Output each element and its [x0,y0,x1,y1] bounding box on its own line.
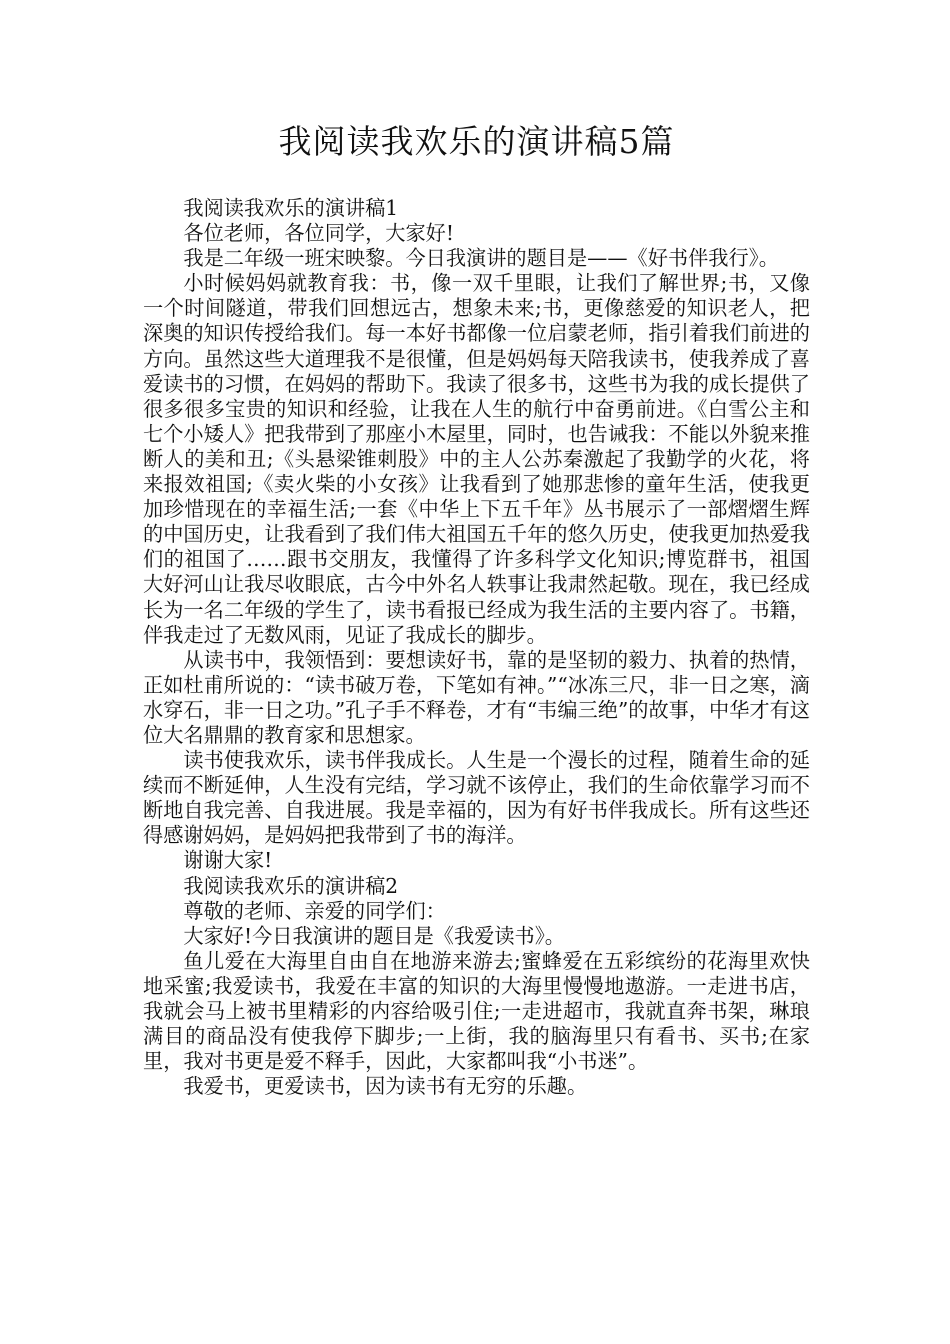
paragraph-growth: 读书使我欢乐，读书伴我成长。人生是一个漫长的过程，随着生命的延续而不断延伸，人生没有完结，学习就不该停止，我们的生命依靠学习而不断地自我完善、自我进展。我是幸福的，因为有好书伴我成长。所有这些还得感谢妈妈，是妈妈把我带到了书的海洋。 [143,748,810,848]
paragraph-greeting-1: 各位老师，各位同学，大家好! [183,221,454,246]
paragraph-joy: 我爱书，更爱读书，因为读书有无穷的乐趣。 [183,1074,588,1099]
paragraph-bookworm: 鱼儿爱在大海里自由自在地游来游去;蜜蜂爱在五彩缤纷的花海里欢快地采蜜;我爱读书，我爱在丰富的知识的大海里慢慢地遨游。一走进书店，我就会马上被书里精彩的内容给吸引住;一走进超市，我就直奔书架，琳琅满目的商品没有使我停下脚步;一上街，我的脑海里只有看书、买书;在家里，我对书更是爱不释手，因此，大家都叫我“小书迷”。 [143,948,810,1074]
document-body [143,196,810,1099]
paragraph-intro-2: 大家好!今日我演讲的题目是《我爱读书》。 [183,923,565,948]
paragraph-greeting-2: 尊敬的老师、亲爱的同学们： [183,898,446,923]
paragraph-intro-1: 我是二年级一班宋映黎。今日我演讲的题目是——《好书伴我行》。 [183,246,779,271]
paragraph-heading-2: 我阅读我欢乐的演讲稿2 [183,873,399,898]
paragraph-heading-1: 我阅读我欢乐的演讲稿1 [183,196,399,220]
paragraph-childhood: 小时候妈妈就教育我：书，像一双千里眼，让我们了解世界;书，又像一个时间隧道，带我们回想远古，想象未来;书，更像慈爱的知识老人，把深奥的知识传授给我们。每一本好书都像一位启蒙老师，指引着我们前进的方向。虽然这些大道理我不是很懂，但是妈妈每天陪我读书，使我养成了喜爱读书的习惯，在妈妈的帮助下。我读了很多书，这些书为我的成长提供了很多很多宝贵的知识和经验，让我在人生的航行中奋勇前进。《白雪公主和七个小矮人》把我带到了那座小木屋里，同时，也告诫我：不能以外貌来推断人的美和丑;《头悬梁锥刺股》中的主人公苏秦激起了我勤学的火花，将来报效祖国;《卖火柴的小女孩》让我看到了她那悲惨的童年生活，使我更加珍惜现在的幸福生活;一套《中华上下五千年》丛书展示了一部熠熠生辉的中国历史，让我看到了我们伟大祖国五千年的悠久历史，使我更加热爱我们的祖国了……跟书交朋友，我懂得了许多科学文化知识;博览群书，祖国大好河山让我尽收眼底，古今中外名人轶事让我肃然起敬。现在，我已经成长为一名二年级的学生了，读书看报已经成为我生活的主要内容了。书籍，伴我走过了无数风雨，见证了我成长的脚步。 [143,271,810,647]
document-title: 我阅读我欢乐的演讲稿5篇 [278,122,675,161]
paragraph-insight: 从读书中，我领悟到：要想读好书，靠的是坚韧的毅力、执着的热情，正如杜甫所说的：“读书破万卷，下笔如有神。”“冰冻三尺，非一日之寒，滴水穿石，非一日之功。”孔子手不释卷，才有“韦编三绝”的故事，中华才有这位大名鼎鼎的教育家和思想家。 [143,647,810,747]
paragraph-thanks: 谢谢大家! [183,848,273,873]
